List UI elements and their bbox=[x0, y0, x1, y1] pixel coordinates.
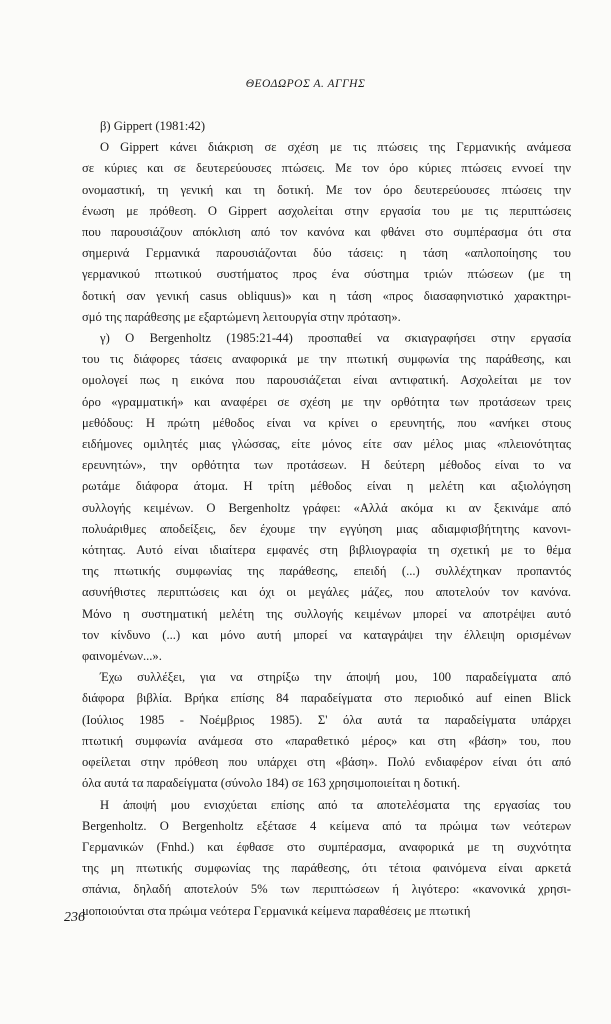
text-line: ασυνήθιστες περιπτώσεις και όχι οι μεγάλες μάζες, που αποτελούν τον κανόνα. bbox=[82, 585, 571, 600]
text-line: πτωτική συμφωνία ανάμεσα στο «παραθετικό μέρος» και στη «βάση» του, που bbox=[82, 733, 571, 748]
paragraph bbox=[64, 137, 571, 328]
text-line: ομολογεί πως η εικόνα που παρουσιάζεται είναι αντιφατική. Ασχολείται με τον bbox=[82, 373, 571, 388]
text-line: δοτική σαν γενική casus obliquus)» και η τάση «προς διασαφηνιστικό χαρακτηρι- bbox=[82, 288, 571, 303]
text-line: που παρουσιάζουν απόκλιση από τον κανόνα και φθάνει στο συμπέρασμα ότι στα bbox=[82, 225, 571, 240]
text-line: μεθόδους: Η πρώτη μέθοδος είναι να κρίνει ο ερευνητής, που «ανήκει στους bbox=[82, 415, 571, 430]
text-line: πολυάριθμες αποδείξεις, δεν έχουμε την εγγύηση μιας αδιαμφισβήτητης κανονι- bbox=[82, 521, 571, 536]
text-line: όλα αυτά τα παραδείγματα (σύνολο 184) σε 163 χρησιμοποιείται η δοτική. bbox=[82, 776, 461, 791]
text-line: Μόνο η συστηματική μελέτη της συλλογής κειμένων μπορεί να αποτρέψει αυτό bbox=[82, 606, 571, 621]
text-line: ρωτάμε διάφορα άτομα. Η τρίτη μέθοδος είναι η μελέτη και αξιολόγηση bbox=[82, 479, 571, 494]
text-line: της πτωτικής συμφωνίας της παράθεσης, επειδή (...) συλλέχτηκαν προπαντός bbox=[82, 564, 571, 579]
text-line: της μη πτωτικής συμφωνίας της παράθεσης, ότι τέτοια φαινόμενα είναι αρκετά bbox=[82, 861, 571, 876]
text-line: Έχω συλλέξει, για να στηρίξω την άποψή μου, 100 παραδείγματα από bbox=[100, 670, 571, 685]
paragraph bbox=[64, 328, 571, 667]
text-line: Bergenholtz. Ο Bergenholtz εξέτασε 4 κείμενα από τα πρώιμα των νεότερων bbox=[82, 818, 571, 833]
text-line: σε κύριες και σε δευτερεύουσες πτώσεις. Με τον όρο κύριες πτώσεις εννοεί την bbox=[82, 161, 571, 176]
text-line: κότητας. Αυτό είναι ιδιαίτερα εμφανές στη βιβλιογραφία τη σχετική με το θέμα bbox=[82, 543, 571, 558]
paragraph bbox=[64, 795, 571, 922]
text-line: σμό της παράθεσης με εξαρτώμενη λειτουργία στην πρόταση». bbox=[82, 309, 401, 324]
text-line: σημερινά Γερμανικά παρουσιάζονται δύο τάσεις: η τάση «απλοποίησης του bbox=[82, 246, 571, 261]
text-line: όρο «γραμματική» και αναφέρει σε σχέση με την ορθότητα των προτάσεων τρεις bbox=[82, 394, 571, 409]
text-line: συλλογής κειμένων. Ο Bergenholtz γράφει: «Αλλά ακόμα κι αν ξεκινάμε από bbox=[82, 500, 571, 515]
text-line: Γερμανικών (Fnhd.) και έφθασε στο συμπέρασμα, αναφορικά με τη συχνότητα bbox=[82, 839, 571, 854]
text-line: ερευνητών», την ορθότητα των προτάσεων. Η δεύτερη μέθοδος είναι το να bbox=[82, 458, 571, 473]
text-line: τον κίνδυνο (...) και μόνο αυτή μπορεί να καταγράψει την έλλειψη ορισμένων bbox=[82, 627, 571, 642]
running-header: ΘΕΟΔΩΡΟΣ Α. ΑΓΓΗΣ bbox=[245, 78, 366, 90]
text-line: διάφορα βιβλία. Βρήκα επίσης 84 παραδείγματα στο περιοδικό auf einen Blick bbox=[82, 691, 571, 706]
text-line: (Ιούλιος 1985 - Νοέμβριος 1985). Σ' όλα αυτά τα παραδείγματα υπάρχει bbox=[82, 712, 571, 727]
paragraph bbox=[64, 667, 571, 794]
text-line: γερμανικού πτωτικού συστήματος προς ένα σύστημα τριών πτώσεων (με τη bbox=[82, 267, 571, 282]
text-line: Η άποψή μου ενισχύεται επίσης από τα αποτελέσματα της εργασίας του bbox=[100, 797, 571, 812]
text-line: σπάνια, δηλαδή αποτελούν 5% των περιπτώσεων ή λιγότερο: «κανονικά χρησι- bbox=[82, 882, 571, 897]
text-line: ονομαστική, τη γενική και τη δοτική. Με τον όρο δευτερεύουσες πτώσεις την bbox=[82, 182, 571, 197]
text-line: β) Gippert (1981:42) bbox=[100, 119, 206, 133]
text-line: ένωση με πρόθεση. Ο Gippert ασχολείται στην εργασία του με τις περιπτώσεις bbox=[82, 203, 571, 218]
page-number: 236 bbox=[64, 910, 85, 925]
text-line: ειδήμονες ομιλητές μιας γλώσσας, είτε μόνος είτε σαν μέλος μιας «πλειονότητας bbox=[82, 437, 571, 452]
body-text bbox=[64, 116, 571, 922]
text-line: του τις διάφορες τάσεις αναφορικά με την πτωτική συμφωνία της παράθεσης, και bbox=[82, 352, 571, 367]
text-line: μοποιούνται στα πρώιμα νεότερα Γερμανικά κείμενα παραθέσεις με πτωτική bbox=[82, 903, 471, 918]
text-line: οφείλεται στην πρόθεση που υπάρχει στη «βάση». Πολύ ενδιαφέρον είναι ότι από bbox=[82, 755, 571, 770]
text-line: φαινομένων...». bbox=[82, 649, 162, 664]
text-line: γ) Ο Bergenholtz (1985:21-44) προσπαθεί να σκιαγραφήσει στην εργασία bbox=[100, 331, 571, 346]
text-line: Ο Gippert κάνει διάκριση σε σχέση με τις πτώσεις της Γερμανικής ανάμεσα bbox=[100, 140, 571, 155]
paragraph bbox=[64, 116, 571, 137]
